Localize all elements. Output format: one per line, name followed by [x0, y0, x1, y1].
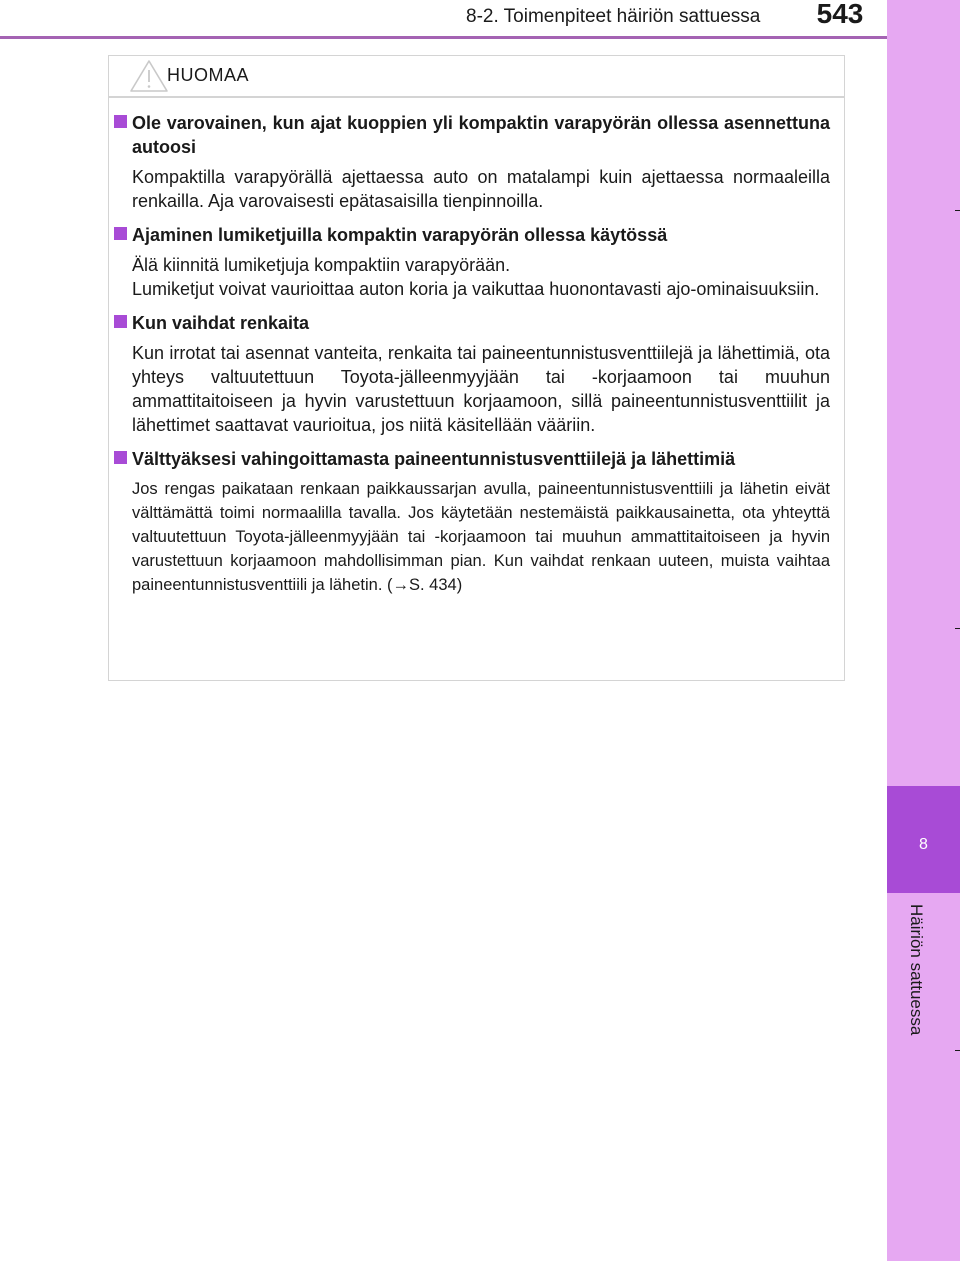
- edge-mark: [955, 210, 960, 211]
- warning-triangle-icon: [129, 59, 169, 93]
- edge-mark: [955, 1050, 960, 1051]
- section-heading: Ajaminen lumiketjuilla kompaktin varapyörän ollessa käytössä: [132, 225, 668, 245]
- section-title: 8-2. Toimenpiteet häiriön sattuessa: [466, 6, 761, 27]
- notice-body: [114, 111, 830, 607]
- section-paragraph: Lumiketjut voivat vaurioittaa auton koria ja vaikuttaa huonontavasti ajo-ominaisuuksiin.: [132, 279, 820, 299]
- square-bullet-icon: [114, 115, 127, 128]
- section-paragraph: Jos rengas paikataan renkaan paikkaussarjan avulla, paineentunnistusventtiili ja lähetin eivät välttämättä toimi normaalilla tavalla. Jos käytetään nestemäistä paikkausainetta, ota yhteyttä valtuutettuun Toyota-jälleenmyyjään tai -korjaamoon tai muuhun ammattitaitoiseen ja hyvin varustettuun korjaamoon mahdollisimman pian. Kun vaihdat renkaan uuteen, muista vaihtaa paineentunnistusventtiili ja lähetin. (→S. 434): [132, 480, 830, 594]
- section-paragraph: Kompaktilla varapyörällä ajettaessa auto on matalampi kuin ajettaessa normaaleilla renkailla. Aja varovaisesti epätasaisilla tienpinnoilla.: [132, 167, 830, 211]
- section-paragraph: Älä kiinnitä lumiketjuja kompaktiin varapyörään.: [132, 255, 511, 275]
- chapter-number: 8: [919, 836, 928, 853]
- page-number: 543: [800, 0, 880, 32]
- edge-mark: [955, 628, 960, 629]
- section-heading: Ole varovainen, kun ajat kuoppien yli kompaktin varapyörän ollessa asennettuna autoosi: [132, 113, 830, 157]
- chapter-title: Häiriön sattuessa: [907, 904, 926, 1036]
- notice-box: [108, 55, 845, 681]
- square-bullet-icon: [114, 451, 127, 464]
- section-heading: Kun vaihdat renkaita: [132, 313, 310, 333]
- notice-title: HUOMAA: [167, 65, 250, 85]
- notice-section: [114, 447, 830, 597]
- notice-section: [114, 311, 830, 437]
- header-rule: [0, 36, 887, 39]
- notice-section: [114, 111, 830, 213]
- chapter-side-tab: [887, 0, 960, 1261]
- notice-header: [109, 56, 844, 98]
- section-paragraph: Kun irrotat tai asennat vanteita, renkaita tai paineentunnistusventtiilejä ja lähettimiä, ota yhteys valtuutettuun Toyota-jälleenmyyjään tai -korjaamoon tai muuhun ammattitaitoiseen ja hyvin varustettuun korjaamoon, sillä paineentunnistusventtiilit ja lähettimet saattavat vaurioitua, jos niitä käsitellään vääriin.: [132, 343, 830, 435]
- square-bullet-icon: [114, 227, 127, 240]
- notice-section: [114, 223, 830, 301]
- chapter-indicator[interactable]: [887, 786, 960, 893]
- section-heading: Välttyäksesi vahingoittamasta paineentunnistusventtiilejä ja lähettimiä: [132, 449, 736, 469]
- square-bullet-icon: [114, 315, 127, 328]
